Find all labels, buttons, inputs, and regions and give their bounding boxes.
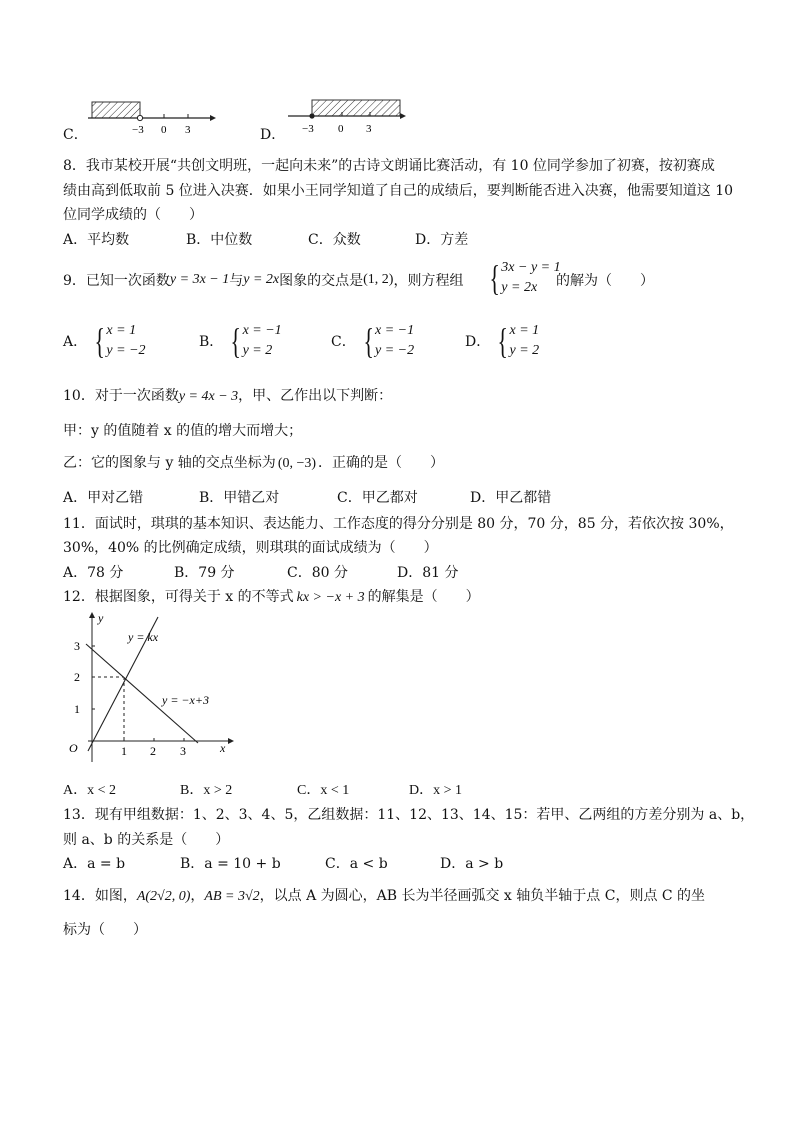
q12-option-c[interactable]: C．x < 1: [297, 783, 350, 798]
q12-stem: [63, 586, 480, 606]
q10-pre: 10．对于一次函数: [63, 388, 179, 404]
q10-line3-post: ．正确的是（ ）: [318, 455, 445, 471]
q11-option-c[interactable]: C．80 分: [287, 565, 348, 581]
brace-glyph: {: [363, 321, 374, 361]
q12-post: 的解集是（ ）: [367, 589, 480, 605]
q8-option-d[interactable]: D．方差: [415, 232, 469, 248]
option-d-label: D．: [260, 127, 286, 143]
q13-line2: 则 a、b 的关系是（ ）: [63, 832, 230, 848]
q8-line3: 位同学成绩的（ ）: [63, 207, 203, 223]
q8-option-b[interactable]: B．中位数: [186, 232, 253, 248]
q11-option-b[interactable]: B．79 分: [174, 565, 235, 581]
q8-line1: 8．我市某校开展“共创文明班，一起向未来”的古诗文朗诵比赛活动，有 10 位同学参加了初赛，按初赛成: [63, 158, 715, 174]
y-tick-label: 3: [74, 639, 80, 653]
q13-option-c[interactable]: C．a < b: [325, 856, 388, 872]
q10-line3-pre: 乙：它的图象与 y 轴的交点坐标为: [63, 455, 276, 471]
q8-option-c[interactable]: C．众数: [308, 232, 361, 248]
q11-line2: 30%，40% 的比例确定成绩，则琪琪的面试成绩为（ ）: [63, 540, 438, 556]
q13-option-d[interactable]: D．a > b: [440, 856, 504, 872]
q9-option-a[interactable]: [63, 321, 146, 361]
q14-line1: [63, 885, 705, 905]
q10-option-c[interactable]: C．甲乙都对: [337, 490, 418, 506]
number-line-c: [88, 96, 218, 138]
q13-line1: 13．现有甲组数据：1、2、3、4、5，乙组数据：11、12、13、14、15：若甲、乙两组的方差分别为 a、b，: [63, 807, 755, 823]
q9-option-c[interactable]: [331, 321, 414, 361]
q10-line2: 甲：y 的值随着 x 的值的增大而增大；: [63, 423, 303, 439]
q10-option-d[interactable]: D．甲乙都错: [470, 490, 552, 506]
q9-option-b[interactable]: [199, 321, 282, 361]
q12-option-d[interactable]: D．x > 1: [409, 783, 463, 798]
q10-line1: [63, 385, 392, 405]
q9-f2: y = 2x: [243, 272, 280, 287]
option-c-label: C．: [63, 127, 88, 143]
brace-glyph: {: [497, 321, 509, 361]
q11-option-d[interactable]: D．81 分: [397, 565, 459, 581]
q10-func: y = 4x − 3: [178, 389, 239, 404]
option-label: A．: [63, 334, 88, 350]
q14-ab: AB = 3√2: [204, 889, 260, 904]
option-label: D．: [465, 334, 491, 350]
q9-mid1: 与: [229, 273, 244, 289]
y-tick-label: 2: [74, 670, 80, 684]
q9-sys-line2: y = 2x: [501, 280, 538, 295]
x-axis-arrow: [228, 738, 234, 744]
origin-label: O: [69, 741, 78, 755]
q9-pre: 9．已知一次函数: [63, 273, 170, 289]
brace-glyph: {: [489, 258, 500, 298]
label-kx: y = kx: [128, 630, 159, 644]
q8-line2: 绩由高到低取前 5 位进入决赛．如果小王同学知道了自己的成绩后，要判断能否进入决赛，他需要知道这 10: [63, 183, 734, 199]
q14-pre: 14．如图，: [63, 888, 137, 904]
option-line2: y = −2: [106, 343, 146, 358]
option-line2: y = −2: [375, 343, 415, 358]
q9-system: [486, 258, 561, 298]
q11-option-a[interactable]: A．78 分: [63, 565, 124, 581]
q9-post: 的解为（ ）: [556, 273, 654, 289]
x-tick-label: 2: [150, 744, 156, 758]
option-label: B．: [199, 334, 224, 350]
q10-line3: [63, 452, 444, 472]
option-label: C．: [331, 334, 356, 350]
q11-line1: 11．面试时，琪琪的基本知识、表达能力、工作态度的得分分别是 80 分，70 分，85 分，若依次按 30%，: [63, 516, 734, 532]
option-line1: x = 1: [509, 323, 540, 338]
tick-label: −3: [302, 123, 314, 135]
option-line1: x = −1: [242, 323, 282, 338]
q13-option-b[interactable]: B．a = 10 + b: [180, 856, 281, 872]
q9-sys-line1: 3x − y = 1: [501, 260, 561, 275]
x-tick-label: 3: [180, 744, 186, 758]
tick-label: −3: [132, 124, 144, 136]
q10-option-a[interactable]: A．甲对乙错: [63, 490, 144, 506]
q10-option-b[interactable]: B．甲错乙对: [199, 490, 280, 506]
x-axis-label: x: [220, 741, 226, 755]
q14-line2: 标为（ ）: [63, 922, 147, 938]
q14-point-a: A(2√2, 0): [136, 889, 191, 904]
q12-pre: 12．根据图象，可得关于 x 的不等式: [63, 589, 294, 605]
option-line1: x = −1: [375, 323, 415, 338]
q8-option-a[interactable]: A．平均数: [63, 232, 130, 248]
q9-mid3: ，则方程组: [393, 273, 464, 289]
q9-mid2: 图象的交点是: [279, 273, 364, 289]
q14-post: ，以点 A 为圆心，AB 长为半径画弧交 x 轴负半轴于点 C，则点 C 的坐: [259, 888, 706, 904]
q12-graph: [66, 610, 236, 770]
x-tick-label: 1: [121, 744, 127, 758]
y-axis-arrow: [89, 612, 95, 618]
q9-stem: [63, 270, 463, 290]
label-neg: y = −x+3: [162, 693, 209, 707]
tick-label: 0: [161, 124, 167, 136]
brace-glyph: {: [230, 321, 242, 361]
q12-option-a[interactable]: A．x < 2: [63, 783, 117, 798]
brace-glyph: {: [94, 321, 105, 361]
y-tick-label: 1: [74, 702, 80, 716]
q10-post: ，甲、乙作出以下判断：: [238, 388, 393, 404]
q9-point: (1, 2): [363, 272, 394, 287]
tick-label: 3: [185, 124, 191, 136]
option-line2: y = 2: [242, 343, 273, 358]
y-axis-label: y: [98, 611, 104, 625]
q12-inequality: kx > −x + 3: [296, 590, 365, 605]
option-line1: x = 1: [106, 323, 137, 338]
q12-option-b[interactable]: B．x > 2: [180, 783, 233, 798]
option-line2: y = 2: [509, 343, 540, 358]
number-line-d: [288, 96, 413, 138]
q9-option-d[interactable]: [465, 321, 539, 361]
q10-point: (0, −3): [277, 456, 317, 471]
tick-label: 3: [366, 123, 372, 135]
tick-label: 0: [338, 123, 344, 135]
q14-mid: ，: [190, 888, 205, 904]
q9-f1: y = 3x − 1: [169, 272, 230, 287]
q13-option-a[interactable]: A．a = b: [63, 856, 126, 872]
